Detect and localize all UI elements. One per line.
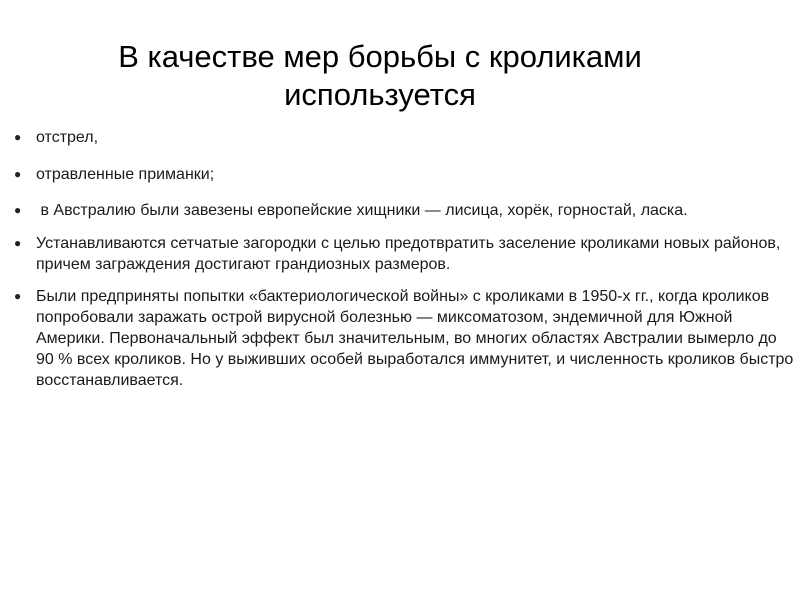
- bullet-text: в Австралию были завезены европейские хищники — лисица, хорёк, горностай, ласка.: [36, 202, 688, 219]
- bullet-dot-icon: ●: [14, 130, 22, 144]
- bullet-text: Устанавливаются сетчатые загородки с целью предотвратить заселение кроликами новых районов, причем заграждения достигают грандиозных размеров.: [36, 235, 781, 273]
- bullet-item: [14, 200, 794, 221]
- bullet-item: [14, 233, 794, 275]
- slide-title-line-1: В качестве мер борьбы с кроликами: [118, 39, 642, 74]
- bullet-text: Были предприняты попытки «бактериологической войны» с кроликами в 1950-х гг., когда кроликов попробовали заражать острой вирусной болезнью — миксоматозом, эндемичной для Южной Америки. Первоначальный эффект был значительным, во многих областях Австралии вымерло до 90 % всех кроликов. Но у выживших особей выработался иммунитет, и численность кроликов быстро восстанавливается.: [36, 288, 794, 389]
- bullet-dot-icon: ●: [14, 167, 22, 181]
- bullet-dot-icon: ●: [14, 289, 22, 303]
- slide-title: [60, 38, 700, 114]
- bullet-dot-icon: ●: [14, 203, 22, 217]
- bullet-item: [14, 164, 794, 185]
- bullet-item: [14, 127, 794, 148]
- bullet-dot-icon: ●: [14, 236, 22, 250]
- bullet-text: отравленные приманки;: [36, 166, 215, 183]
- bullet-item: [14, 286, 794, 391]
- slide-title-line-2: используется: [284, 77, 476, 112]
- bullet-text: отстрел,: [36, 129, 99, 146]
- bullet-list: [14, 127, 794, 402]
